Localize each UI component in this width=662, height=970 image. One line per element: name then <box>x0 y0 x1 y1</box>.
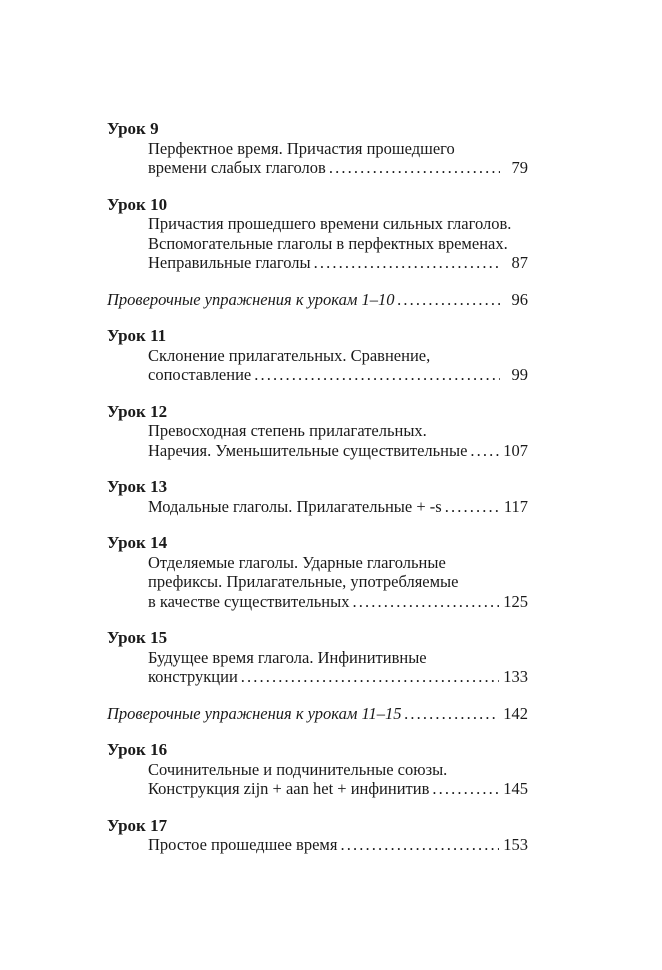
toc-lesson-entry <box>107 195 528 273</box>
dot-leader <box>397 290 500 310</box>
dot-leader <box>254 365 500 385</box>
toc-line <box>107 667 528 687</box>
toc-lesson-entry <box>107 533 528 611</box>
toc-test-entry <box>107 290 528 310</box>
toc-line-text: Вспомогательные глаголы в перфектных временах. <box>148 233 508 253</box>
dot-leader <box>470 441 499 461</box>
toc-line-text: Простое прошедшее время <box>148 835 338 854</box>
toc-lesson-entry <box>107 740 528 799</box>
lesson-heading: Урок 16 <box>107 740 168 759</box>
lesson-heading: Урок 14 <box>107 533 168 552</box>
dot-leader <box>329 158 500 178</box>
page-number: 99 <box>511 365 528 384</box>
toc-line <box>107 592 528 612</box>
toc-line <box>107 139 528 159</box>
toc-line <box>107 253 528 273</box>
page-number: 142 <box>503 703 528 723</box>
toc-lesson-entry <box>107 402 528 461</box>
toc-line <box>107 648 528 668</box>
dot-leader <box>340 835 499 855</box>
lesson-heading: Урок 9 <box>107 119 159 138</box>
toc-line-text: Причастия прошедшего времени сильных глаголов. <box>148 214 512 233</box>
toc-line-text: Наречия. Уменьшительные существительные <box>148 440 468 460</box>
toc-line-text: Склонение прилагательных. Сравнение, <box>148 345 431 365</box>
dot-leader <box>432 779 499 799</box>
toc-line <box>107 779 528 799</box>
toc-line-text: Проверочные упражнения к урокам 1–10 <box>107 289 395 309</box>
page-number: 107 <box>503 440 528 460</box>
dot-leader <box>352 592 499 612</box>
lesson-heading: Урок 10 <box>107 194 168 214</box>
toc-line <box>107 497 528 517</box>
dot-leader <box>314 253 500 273</box>
toc-test-entry <box>107 704 528 724</box>
dot-leader <box>241 667 499 687</box>
lesson-heading: Урок 12 <box>107 401 168 421</box>
toc-line <box>107 553 528 573</box>
toc-line-text: сопоставление <box>148 365 252 384</box>
toc-line-text: Будущее время глагола. Инфинитивные <box>148 647 427 667</box>
lesson-heading: Урок 15 <box>107 628 168 647</box>
toc-line-text: Перфектное время. Причастия прошедшего <box>148 138 455 158</box>
lesson-heading: Урок 17 <box>107 815 168 835</box>
toc-line <box>107 346 528 366</box>
toc-line-text: времени слабых глаголов <box>148 158 326 177</box>
page-number: 117 <box>503 496 528 516</box>
dot-leader <box>445 497 500 517</box>
toc-line <box>107 760 528 780</box>
toc-line <box>107 234 528 254</box>
page-number: 125 <box>503 591 528 611</box>
toc-line-text: Превосходная степень прилагательных. <box>148 421 427 440</box>
toc-lesson-entry <box>107 119 528 178</box>
page-number: 79 <box>511 158 528 177</box>
page-number: 145 <box>503 779 528 798</box>
toc-line-text: Проверочные упражнения к урокам 11–15 <box>107 703 402 723</box>
toc-line <box>107 421 528 441</box>
toc-line <box>107 835 528 855</box>
toc-line <box>107 704 528 724</box>
toc-line-text: префиксы. Прилагательные, употребляемые <box>148 572 459 591</box>
toc-line <box>107 290 528 310</box>
toc-lesson-entry <box>107 477 528 516</box>
lesson-heading: Урок 13 <box>107 477 168 496</box>
toc-line <box>107 441 528 461</box>
toc-line <box>107 158 528 178</box>
toc-lesson-entry <box>107 628 528 687</box>
lesson-heading: Урок 11 <box>107 326 167 345</box>
page-number: 153 <box>503 835 528 854</box>
toc-line-text: Конструкция zijn + aan het + инфинитив <box>148 779 430 798</box>
toc-lesson-entry <box>107 816 528 855</box>
table-of-contents <box>107 119 528 872</box>
toc-lesson-entry <box>107 326 528 385</box>
toc-line-text: Неправильные глаголы <box>148 253 311 272</box>
toc-line <box>107 214 528 234</box>
page-number: 96 <box>511 289 528 309</box>
toc-line <box>107 365 528 385</box>
toc-line-text: конструкции <box>148 667 238 686</box>
page-number: 133 <box>503 667 528 686</box>
toc-line-text: Отделяемые глаголы. Ударные глагольные <box>148 552 446 572</box>
toc-line-text: в качестве существительных <box>148 591 350 611</box>
page-number: 87 <box>511 253 528 272</box>
toc-line-text: Сочинительные и подчинительные союзы. <box>148 759 448 779</box>
toc-line <box>107 572 528 592</box>
dot-leader <box>405 704 500 724</box>
toc-line-text: Модальные глаголы. Прилагательные + -s <box>148 496 442 516</box>
